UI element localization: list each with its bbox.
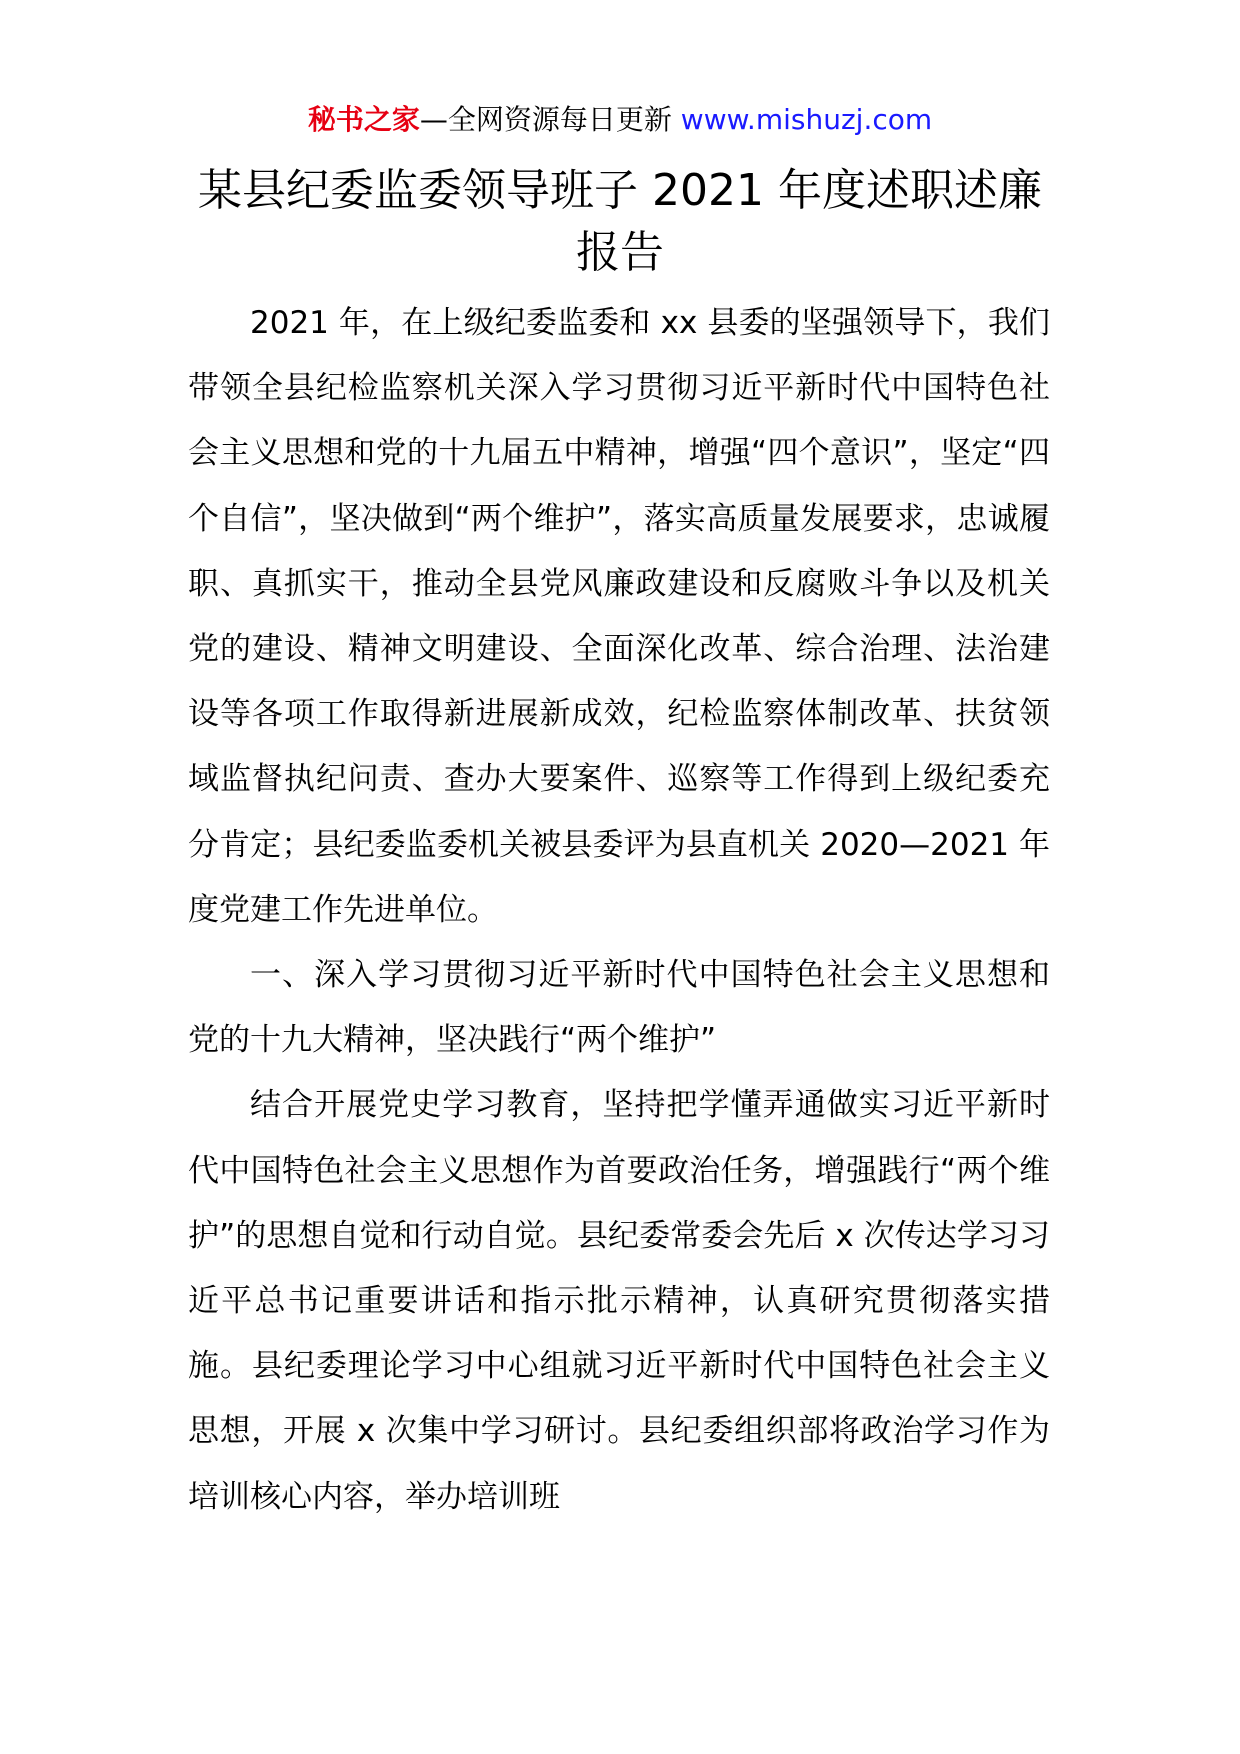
- site-header: [0, 100, 1240, 140]
- paragraph-section-1: 结合开展党史学习教育，坚持把学懂弄通做实习近平新时代中国特色社会主义思想作为首要政治任务，增强践行“两个维护”的思想自觉和行动自觉。县纪委常委会先后 x 次传达学习习近平总书记重要讲话和指示批示精神，认真研究贯彻落实措施。县纪委理论学习中心组就习近平新时代中国特色社会主义思想，开展 x 次集中学习研讨。县纪委组织部将政治学习作为培训核心内容，举办培训班: [188, 1087, 1050, 1515]
- paragraph-intro: 2021 年，在上级纪委监委和 xx 县委的坚强领导下，我们带领全县纪检监察机关深入学习贯彻习近平新时代中国特色社会主义思想和党的十九届五中精神，增强“四个意识”，坚定“四个自信”，坚决做到“两个维护”，落实高质量发展要求，忠诚履职、真抓实干，推动全县党风廉政建设和反腐败斗争以及机关党的建设、精神文明建设、全面深化改革、综合治理、法治建设等各项工作取得新进展新成效，纪检监察体制改革、扶贫领域监督执纪问责、查办大要案件、巡察等工作得到上级纪委充分肯定；县纪委监委机关被县委评为县直机关 2020—2021 年度党建工作先进单位。: [188, 305, 1050, 928]
- document-body: [188, 291, 1050, 1530]
- site-url-link[interactable]: www.mishuzj.com: [680, 103, 933, 136]
- document-title: 某县纪委监委领导班子 2021 年度述职述廉报告: [198, 165, 1042, 278]
- brand-name: 秘书之家: [307, 103, 420, 136]
- header-slogan: —全网资源每日更新: [419, 103, 672, 136]
- section-heading-1: 一、深入学习贯彻习近平新时代中国特色社会主义思想和党的十九大精神，坚决践行“两个维护”: [188, 957, 1050, 1059]
